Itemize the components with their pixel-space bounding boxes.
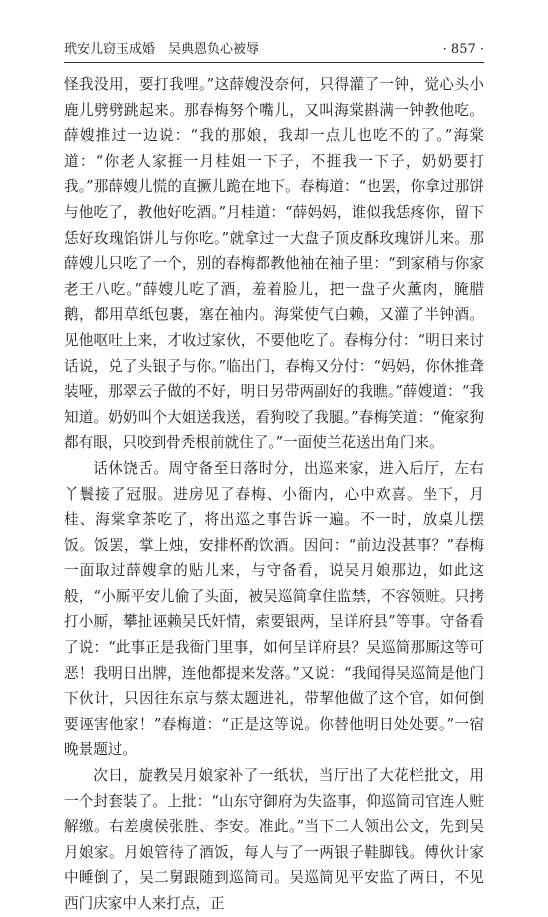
header-rule xyxy=(64,62,484,63)
paragraph-1: 怪我没用，要打我哩。”这薛嫂没奈何，只得灌了一钟，觉心头小鹿儿劈劈跳起来。那春梅努个嘴儿，又叫海棠斟满一钟教他吃。薛嫂推过一边说：“我的那娘，我却一点儿也吃不的了。”海棠道：“你老人家捱一月桂姐一下子，不捱我一下子，奶奶要打我。”那薛嫂儿慌的直撅儿跪在地下。春梅道：“也罢，你拿过那饼与他吃了，教他好吃酒。”月桂道：“薛妈妈，谁似我恁疼你，留下恁好玫瑰馅饼儿与你吃。”就拿过一大盘子顶皮酥玫瑰饼儿来。那薛嫂儿只吃了一个，别的春梅都教他袖在袖子里：“到家稍与你家老王八吃。”薛嫂儿吃了酒，羞着脸儿，把一盘子火薰肉，腌腊鹅，都用草纸包裹，塞在袖内。海棠使气白赖，又灌了半钟酒。见他呕吐上来，才收过家伙，不要他吃了。春梅分付：“明日来讨话说，兑了头银子与你。”临出门，春梅又分付：“妈妈，你休推聋装哑，那翠云子做的不好，明日另带两副好的我瞧。”薛嫂道：“我知道。奶奶叫个大姐送我送，看狗咬了我腿。”春梅笑道：“俺家狗都有眼，只咬到骨秃根前就住了。”一面使兰花送出角门来。 xyxy=(64,76,484,452)
body-text xyxy=(64,72,484,917)
page-number: · 857 · xyxy=(442,42,484,57)
paragraph-3: 次日，旋教吴月娘家补了一纸状，当厅出了大花栏批文，用一个封套装了。上批：“山东守御府为失盗事，仰巡简司官连人赃解缴。右差虞侯张胜、李安。准此。”当下二人领出公文，先到吴月娘家。月娘管待了酒饭，每人与了一两银子鞋脚钱。傅伙计家中睡倒了，吴二舅跟随到巡简司。吴巡简见平安监了两日，不见西门庆家中人来打点，正 xyxy=(64,767,484,912)
paragraph-2: 话休饶舌。周守备至日落时分，出巡来家，进入后厅，左右丫鬟接了冠服。进房见了春梅、小衙内，心中欢喜。坐下，月桂、海棠拿茶吃了，将出巡之事告诉一遍。不一时，放桌儿摆饭。饭罢，掌上烛，安排杯酌饮酒。因问：“前边没甚事？”春梅一面取过薛嫂拿的贴儿来，与守备看，说吴月娘那边，如此这般，“小厮平安儿偷了头面，被吴巡简拿住监禁，不容领赃。只拷打小厮，攀扯诬赖吴氏奸情，索要银两，呈详府县”等事。守备看了说：“此事正是我衙门里事，如何呈详府县？吴巡简那厮这等可恶！我明日出牌，连他都提来发落。”又说：“我闻得吴巡简是他门下伙计，只因往东京与蔡太题进礼，带挈他做了这个官，如何倒要诬害他家！”春梅道：“正是这等说。你替他明日处处要。”一宿晚景题过。 xyxy=(64,459,484,759)
running-head-title: 玳安儿窃玉成婚 吴典恩负心被辱 xyxy=(64,42,260,57)
running-head xyxy=(64,40,484,60)
